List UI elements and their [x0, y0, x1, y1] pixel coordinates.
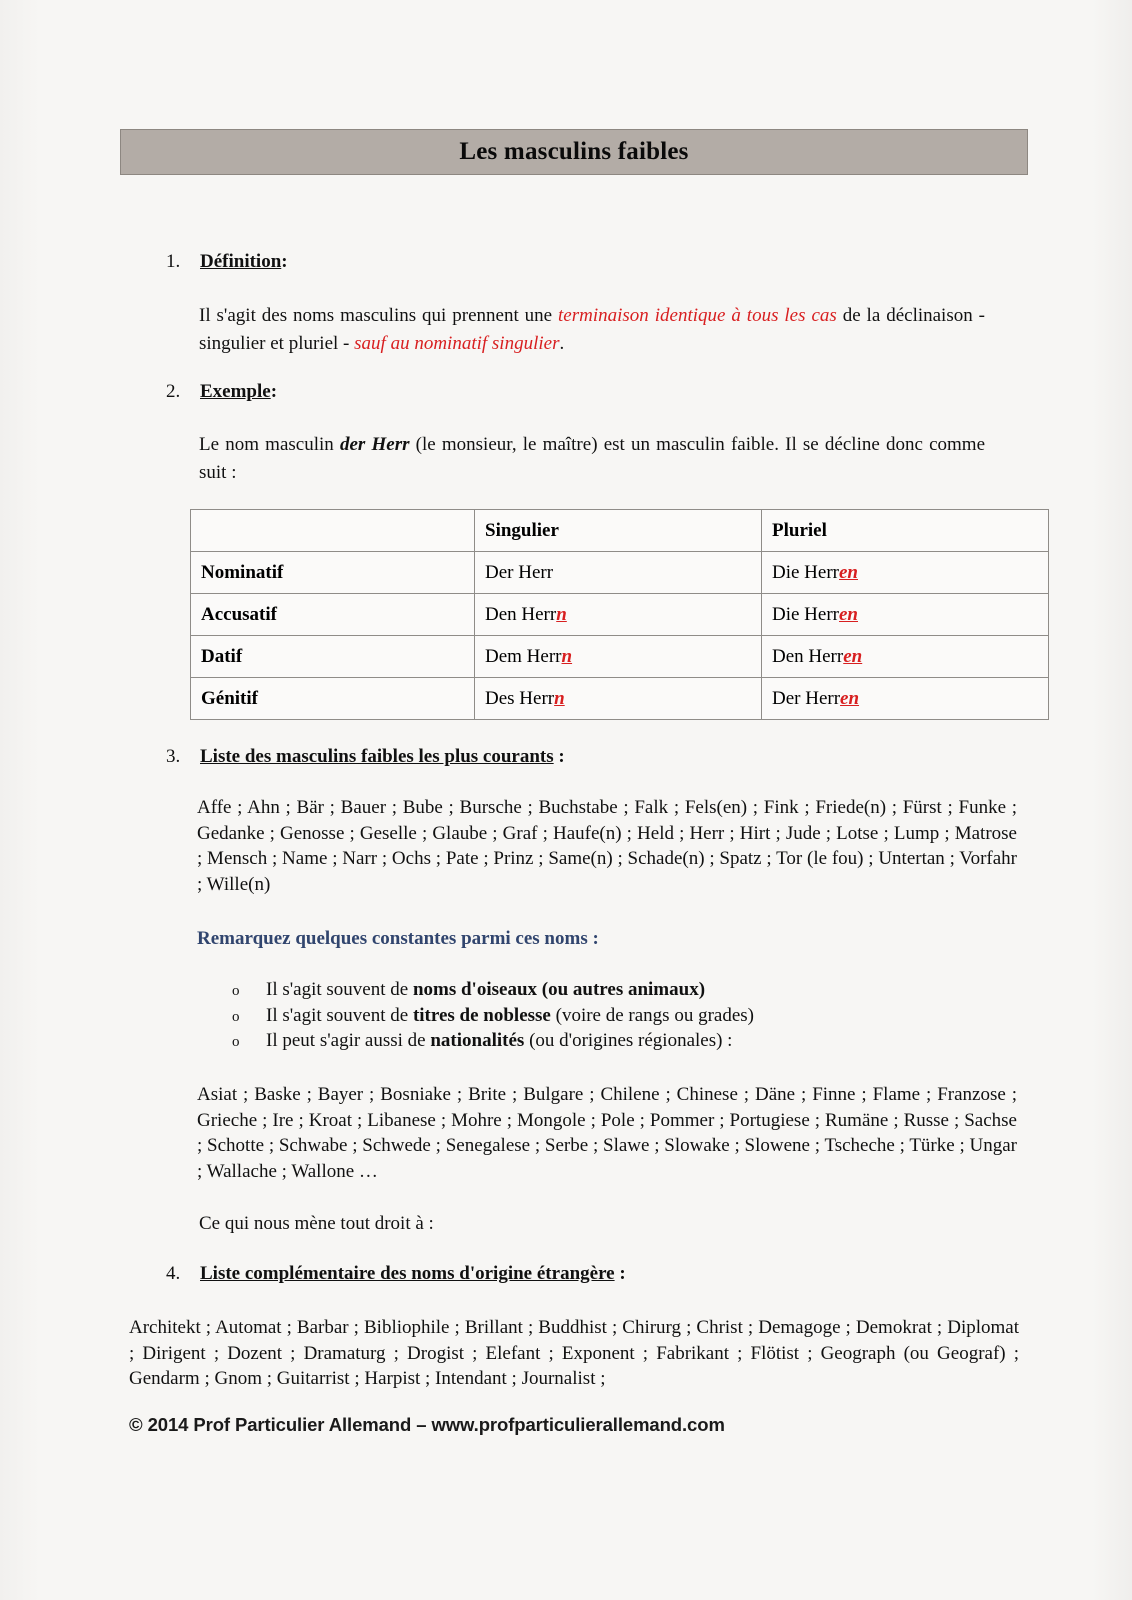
cell-genitif-singulier: [475, 678, 762, 720]
cell-accusatif-pluriel: [762, 594, 1049, 636]
cell-datif-singulier: [475, 636, 762, 678]
definition-text-b: de la déclinaison - singulier et pluriel -: [199, 305, 985, 354]
pre-text: Il s'agit souvent de: [266, 1004, 413, 1026]
stem: Den Herr: [485, 603, 557, 625]
section-1-title: Définition: [200, 251, 282, 272]
pre-text: Il peut s'agir aussi de: [266, 1030, 431, 1051]
ending: en: [840, 687, 860, 709]
nationalities-word-list: Asiat ; Baske ; Bayer ; Bosniake ; Brite ; Bulgare ; Chilene ; Chinese ; Däne ; Finne ; Flame ; Franzose ; Grieche ; Ire ; Kroat ; Libanese ; Mohre ; Mongole ; Pole ; Pommer ; Portugiese ; Rumäne ; Russe ; Sachse ; Schotte ; Schwabe ; Schwede ; Senegalese ; Serbe ; Slawe ; Slowake ; Slowene ; Tscheche ; Türke ; Ungar ; Wallache ; Wallone …: [197, 1084, 1017, 1182]
case-label-accusatif: Accusatif: [191, 594, 475, 636]
section-2-title: Exemple: [200, 381, 271, 402]
section-2-number: 2.: [166, 381, 181, 402]
list-item-text: [266, 978, 705, 1003]
cell-genitif-pluriel: [762, 678, 1049, 720]
transition-sentence: Ce qui nous mène tout droit à :: [199, 1213, 434, 1234]
bullet-circle-icon: o: [232, 983, 240, 999]
cell-datif-pluriel: [762, 636, 1049, 678]
bullet-circle-icon: o: [232, 1034, 240, 1050]
section-3-title: Liste des masculins faibles les plus courants: [200, 746, 554, 767]
table-row: [191, 636, 1049, 678]
document-title-banner: [120, 129, 1028, 175]
copyright-footer: © 2014 Prof Particulier Allemand – www.profparticulierallemand.com: [129, 1414, 725, 1435]
foreign-origin-word-list: Architekt ; Automat ; Barbar ; Bibliophile ; Brillant ; Buddhist ; Chirurg ; Christ ; Demagoge ; Demokrat ; Diplomat ; Dirigent ; Dozent ; Dramaturg ; Drogist ; Elefant ; Exponent ; Fabrikant ; Flötist ; Geograph (ou Geograf) ; Gendarm ; Gnom ; Guitarrist ; Harpist ; Intendant ; Journalist ;: [129, 1317, 1019, 1389]
list-item-text: [266, 1029, 732, 1054]
table-row: [191, 594, 1049, 636]
section-3-title-colon: :: [553, 746, 565, 767]
definition-emphasis-1: terminaison identique à tous les cas: [558, 305, 837, 326]
post-text: (voire de rangs ou grades): [550, 1004, 754, 1026]
stem: Die Herr: [772, 603, 839, 625]
section-1-paragraph: [199, 302, 985, 358]
section-3-number: 3.: [166, 746, 181, 767]
table-row: [191, 678, 1049, 720]
weak-masculine-word-list: Affe ; Ahn ; Bär ; Bauer ; Bube ; Bursche ; Buchstabe ; Falk ; Fels(en) ; Fink ; Friede(n) ; Fürst ; Funke ; Gedanke ; Genosse ; Geselle ; Glaube ; Graf ; Haufe(n) ; Held ; Herr ; Hirt ; Jude ; Lotse ; Lump ; Matrose ; Mensch ; Name ; Narr ; Ochs ; Pate ; Prinz ; Same(n) ; Schade(n) ; Spatz ; Tor (le fou) ; Untertan ; Vorfahr ; Wille(n): [197, 797, 1017, 895]
cell-nominatif-singulier: [475, 552, 762, 594]
table-header-blank: [191, 510, 475, 552]
declension-table: [190, 509, 1049, 720]
strong-text: titres de noblesse: [412, 1004, 551, 1026]
ending: n: [556, 603, 567, 625]
pre-text: Il s'agit souvent de: [266, 979, 413, 1000]
cell-nominatif-pluriel: [762, 552, 1049, 594]
definition-text-a: Il s'agit des noms masculins qui prennent une: [199, 305, 559, 326]
list-item: [232, 1004, 1032, 1030]
post-text: (ou d'origines régionales) :: [524, 1030, 733, 1051]
bullet-circle-icon: o: [232, 1008, 240, 1025]
example-text-b: (le monsieur, le maître) est un masculin faible. Il se décline donc comme suit :: [199, 434, 985, 483]
ending: en: [839, 603, 858, 625]
stem: Den Herr: [772, 645, 844, 667]
list-item: [232, 978, 1032, 1004]
table-header-singulier: Singulier: [475, 510, 762, 552]
section-4-heading: [166, 1263, 626, 1285]
constants-note: Remarquez quelques constantes parmi ces noms :: [197, 928, 599, 949]
section-1-number: 1.: [166, 251, 181, 272]
strong-text: nationalités: [430, 1030, 525, 1051]
section-2-heading: [166, 381, 277, 403]
case-label-nominatif: Nominatif: [191, 552, 475, 594]
section-4-title-colon: :: [614, 1263, 626, 1284]
example-text-a: Le nom masculin: [199, 434, 340, 455]
list-item-text: [266, 1004, 754, 1029]
example-noun: der Herr: [339, 434, 410, 455]
section-3-heading: [166, 746, 565, 768]
stem: Des Herr: [485, 687, 555, 709]
stem: Der Herr: [772, 687, 841, 709]
ending: en: [839, 561, 858, 583]
section-1-title-colon: :: [281, 251, 288, 272]
case-label-genitif: Génitif: [191, 678, 475, 720]
section-2-title-colon: :: [270, 381, 278, 402]
definition-emphasis-2: sauf au nominatif singulier: [354, 333, 560, 354]
cell-accusatif-singulier: [475, 594, 762, 636]
section-4-title: Liste complémentaire des noms d'origine étrangère: [200, 1263, 615, 1284]
table-row: [191, 552, 1049, 594]
case-label-datif: Datif: [191, 636, 475, 678]
section-4-number: 4.: [166, 1263, 181, 1284]
stem: Die Herr: [772, 561, 839, 583]
table-header-pluriel: Pluriel: [762, 510, 1049, 552]
stem: Dem Herr: [485, 645, 562, 667]
section-1-heading: [166, 251, 288, 273]
definition-text-c: .: [559, 333, 565, 354]
section-2-paragraph: [199, 431, 985, 487]
table-header-row: [191, 510, 1049, 552]
constants-bullet-list: [232, 978, 1032, 1055]
page-title: Les masculins faibles: [459, 138, 689, 165]
ending: n: [554, 687, 565, 709]
ending: en: [843, 645, 863, 667]
list-item: [232, 1029, 1032, 1055]
stem: Der Herr: [485, 561, 554, 583]
ending: n: [561, 645, 573, 667]
strong-text: noms d'oiseaux (ou autres animaux): [412, 979, 706, 1000]
